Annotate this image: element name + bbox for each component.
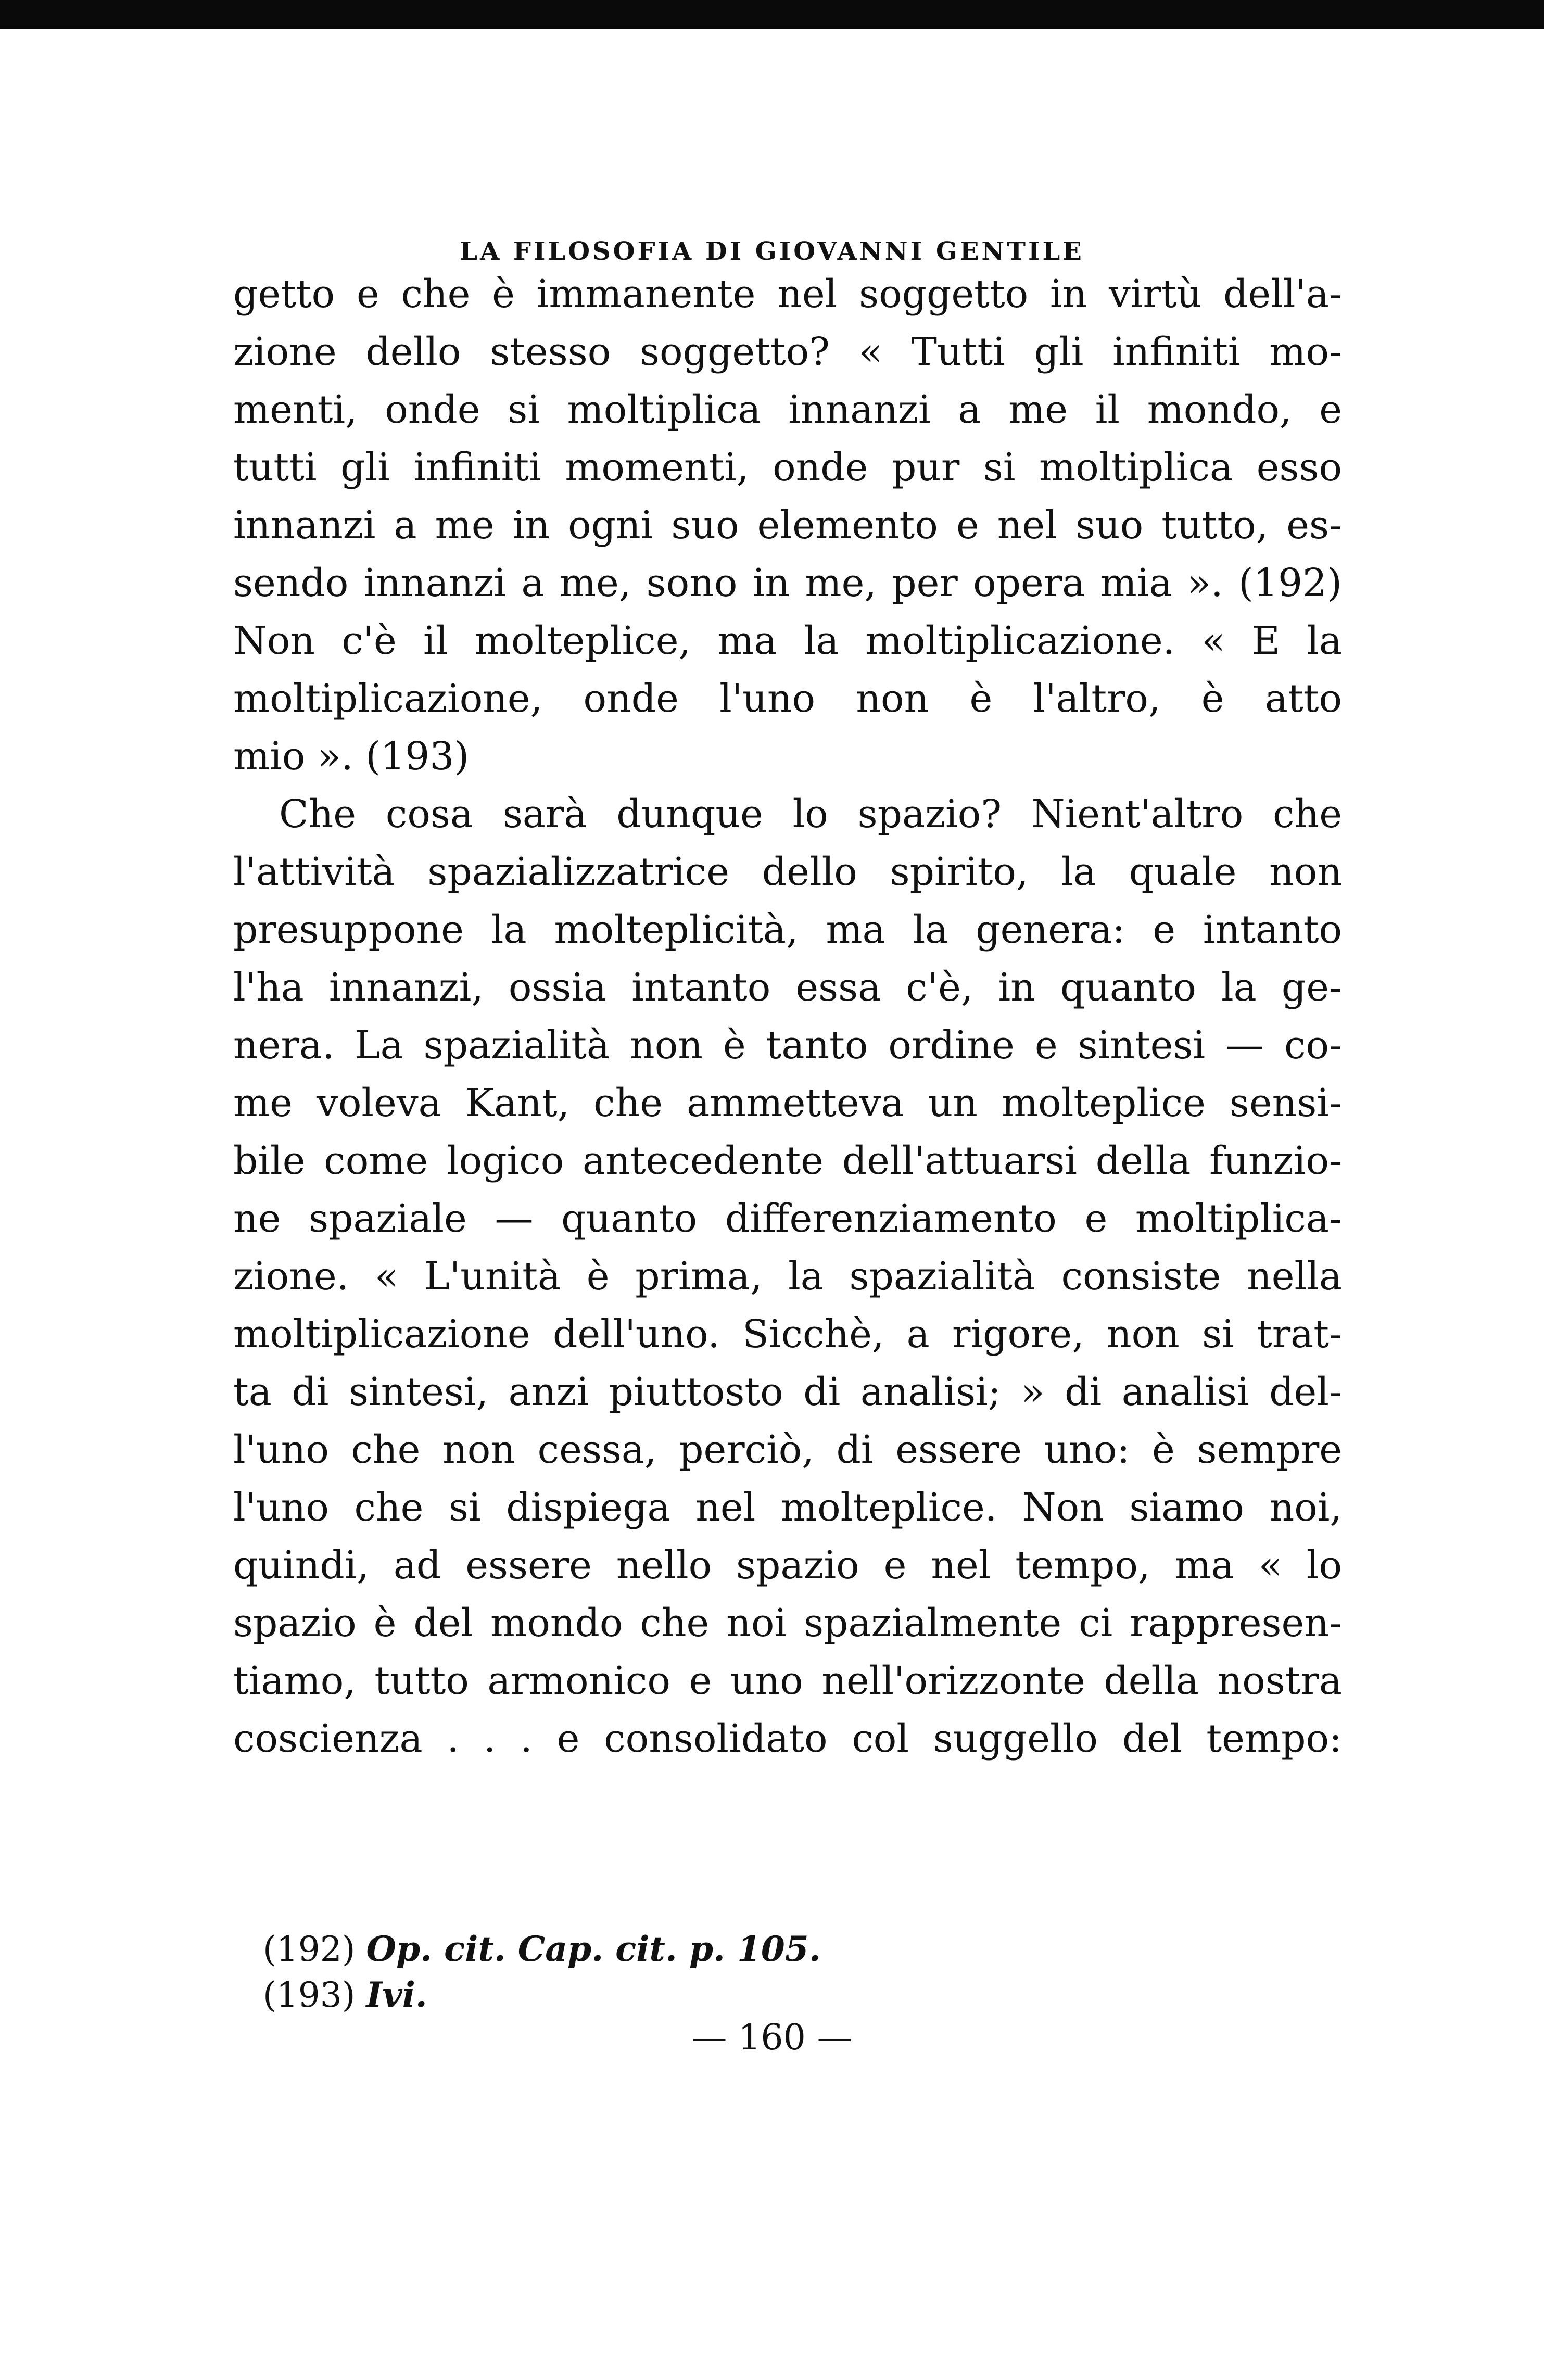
body-line: l'uno che si dispiega nel molteplice. Non siamo noi, [233, 1485, 1342, 1530]
body-line: getto e che è immanente nel soggetto in virtù dell'a- [233, 272, 1342, 317]
body-line: l'ha innanzi, ossia intanto essa c'è, in quanto la ge- [233, 965, 1342, 1010]
body-line: l'attività spazializzatrice dello spirito, la quale non [233, 850, 1342, 894]
footnotes [263, 1926, 821, 2018]
footnote-text: Ivi. [366, 1974, 427, 2015]
body-line: moltiplicazione, onde l'uno non è l'altro, è atto [233, 676, 1342, 721]
running-head: LA FILOSOFIA DI GIOVANNI GENTILE [460, 237, 1084, 266]
body-line: moltiplicazione dell'uno. Sicchè, a rigore, non si trat- [233, 1312, 1342, 1357]
body-line: zione. « L'unità è prima, la spazialità consiste nella [233, 1254, 1342, 1299]
body-line: sendo innanzi a me, sono in me, per opera mia ». (192) [233, 561, 1342, 605]
body-line: spazio è del mondo che noi spazialmente ci rappresen- [233, 1601, 1342, 1645]
body-line: Che cosa sarà dunque lo spazio? Nient'altro che [279, 792, 1342, 837]
body-line: nera. La spazialità non è tanto ordine e sintesi — co- [233, 1023, 1342, 1068]
footnote-192 [263, 1926, 821, 1972]
footnote-193 [263, 1972, 821, 2018]
body-text [233, 265, 1342, 1768]
body-line: ta di sintesi, anzi piuttosto di analisi; » di analisi del- [233, 1370, 1342, 1414]
scan-top-edge [0, 0, 1544, 29]
body-line: tutti gli infiniti momenti, onde pur si moltiplica esso [233, 445, 1342, 490]
body-line: Non c'è il molteplice, ma la moltiplicazione. « E la [233, 618, 1342, 663]
footnote-text: Op. cit. Cap. cit. p. 105. [366, 1929, 821, 1969]
body-line: bile come logico antecedente dell'attuarsi della funzio- [233, 1138, 1342, 1183]
page-number: — 160 — [691, 2017, 853, 2058]
body-line: ne spaziale — quanto differenziamento e moltiplica- [233, 1196, 1342, 1241]
footnote-number: (192) [263, 1929, 356, 1969]
body-line: coscienza . . . e consolidato col suggello del tempo: [233, 1716, 1342, 1761]
body-line: menti, onde si moltiplica innanzi a me il mondo, e [233, 387, 1342, 432]
body-line: quindi, ad essere nello spazio e nel tempo, ma « lo [233, 1543, 1342, 1588]
body-line: me voleva Kant, che ammetteva un molteplice sensi- [233, 1081, 1342, 1125]
body-line: l'uno che non cessa, perciò, di essere uno: è sempre [233, 1427, 1342, 1472]
body-line: tiamo, tutto armonico e uno nell'orizzonte della nostra [233, 1659, 1342, 1703]
body-line: zione dello stesso soggetto? « Tutti gli infiniti mo- [233, 330, 1342, 374]
footnote-number: (193) [263, 1975, 356, 2015]
body-line: innanzi a me in ogni suo elemento e nel suo tutto, es- [233, 503, 1342, 548]
body-line: presuppone la molteplicità, ma la genera: e intanto [233, 907, 1342, 952]
body-line: mio ». (193) [233, 734, 470, 779]
